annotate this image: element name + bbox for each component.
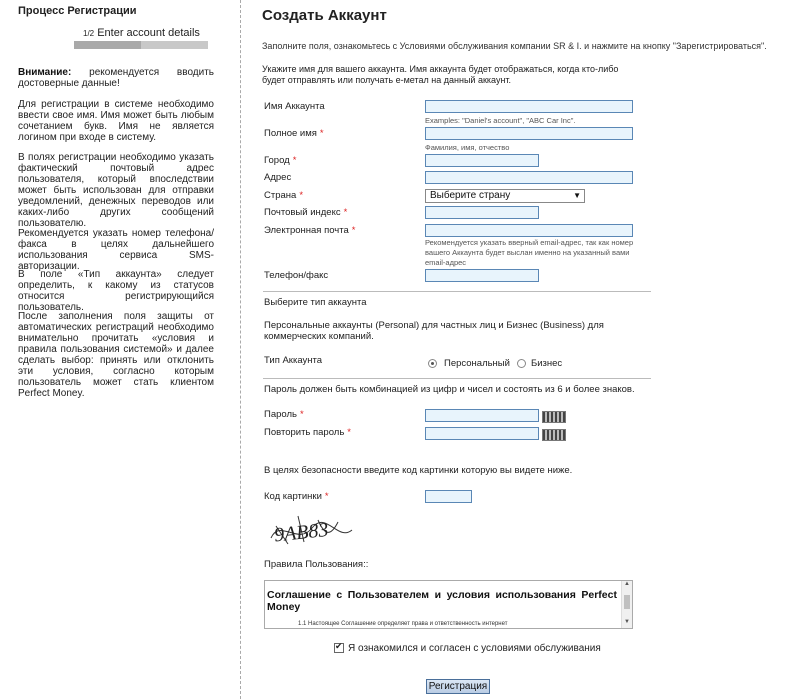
city-label-text: Город — [264, 155, 290, 166]
address-input[interactable] — [425, 171, 633, 184]
captcha-hint: В целях безопасности введите код картинки которую вы видете ниже. — [264, 465, 573, 476]
captcha-label — [264, 491, 329, 502]
required-mark: * — [299, 409, 304, 420]
address-label: Адрес — [264, 172, 292, 183]
full-name-label — [264, 128, 324, 139]
progress-fill — [74, 41, 141, 49]
password-hint: Пароль должен быть комбинацией из цифр и чисел и состоять из 6 и более знаков. — [264, 384, 635, 395]
terms-scrollbar[interactable] — [621, 581, 632, 628]
account-type-label: Тип Аккаунта — [264, 355, 323, 366]
country-select[interactable] — [425, 189, 585, 203]
country-label — [264, 190, 303, 201]
password-repeat-label-text: Повторить пароль — [264, 427, 345, 438]
step-indicator — [83, 27, 200, 39]
scroll-down-icon[interactable]: ▼ — [624, 619, 630, 625]
zip-label-text: Почтовый индекс — [264, 207, 341, 218]
register-button[interactable]: Регистрация — [426, 679, 490, 694]
radio-personal[interactable] — [428, 359, 437, 368]
account-name-note: Examples: "Daniel's account", "ABC Car Inc". — [425, 116, 576, 125]
password-repeat-label — [264, 427, 351, 438]
radio-business-label: Бизнес — [531, 358, 563, 369]
password-label-text: Пароль — [264, 409, 297, 420]
sidebar-paragraph: После заполнения поля защиты от автоматических регистраций необходимо внимательно прочитать «условия и правила пользования системой» и далее сделать выбор: принять или отклонить эти условия, согласно которым пользователь может стать клиентом Perfect Money. — [18, 311, 214, 399]
account-type-description: Персональные аккаунты (Personal) для частных лиц и Бизнес (Business) для коммерческих компаний. — [264, 320, 604, 342]
attention-paragraph — [18, 67, 214, 89]
divider — [263, 378, 651, 379]
full-name-input[interactable] — [425, 127, 633, 140]
country-selected: Выберите страну — [430, 190, 511, 201]
zip-input[interactable] — [425, 206, 539, 219]
step-label: Enter account details — [97, 27, 200, 39]
phone-label: Телефон/факс — [264, 270, 329, 281]
chevron-down-icon: ▼ — [573, 191, 581, 200]
captcha-label-text: Код картинки — [264, 491, 322, 502]
full-name-note: Фамилия, имя, отчество — [425, 143, 510, 152]
attention-label: Внимание: — [18, 67, 72, 78]
phone-input[interactable] — [425, 269, 539, 282]
terms-box[interactable] — [264, 580, 633, 629]
divider — [263, 291, 651, 292]
sidebar-title: Процесс Регистрации — [18, 5, 137, 17]
required-mark: * — [347, 427, 351, 438]
account-name-input[interactable] — [425, 100, 633, 113]
captcha-text: 9AB83 — [273, 518, 330, 547]
terms-title: Соглашение с Пользователем и условия использования Perfect Money — [267, 589, 617, 613]
required-mark: * — [319, 128, 324, 139]
sidebar — [0, 0, 241, 699]
sidebar-paragraph: Для регистрации в системе необходимо ввести свое имя. Имя может быть любым сочетанием букв. Имя не является логином при входе в систему. — [18, 99, 214, 143]
account-name-hint: Укажите имя для вашего аккаунта. Имя аккаунта будет отображаться, когда кто-либо будет отправлять или получать е-метал на данный аккаунт. — [262, 64, 619, 85]
terms-body: 1.1 Настоящее Соглашение определяет права и ответственность интернет — [298, 621, 508, 627]
city-label — [264, 155, 296, 166]
progress-bar — [74, 41, 208, 49]
account-name-label: Имя Аккаунта — [264, 101, 325, 112]
intro-text: Заполните поля, ознакомьтесь с Условиями обслуживания компании SR & I. и нажмите на кнопку "Зарегистрироваться". — [262, 41, 767, 51]
required-mark: * — [343, 207, 348, 218]
captcha-image — [268, 508, 354, 550]
account-type-heading: Выберите тип аккаунта — [264, 297, 367, 308]
email-note: Рекомендуется указать вверный email-адрес, так как номер вашего Аккаунта будет выслан именно на указанный вами email-адрес — [425, 238, 634, 267]
required-mark: * — [292, 155, 297, 166]
scroll-thumb[interactable] — [624, 595, 630, 609]
agree-checkbox[interactable] — [334, 643, 344, 653]
captcha-input[interactable] — [425, 490, 472, 503]
sidebar-paragraph: В поле «Тип аккаунта» следует определить, к какому из статусов относится регистрирующийся пользователь. — [18, 269, 214, 313]
zip-label — [264, 207, 347, 218]
radio-business[interactable] — [517, 359, 526, 368]
required-mark: * — [299, 190, 304, 201]
scroll-up-icon[interactable]: ▲ — [624, 581, 630, 587]
agree-label: Я ознакомился и согласен с условиями обслуживания — [348, 643, 601, 654]
email-label-text: Электронная почта — [264, 225, 349, 236]
city-input[interactable] — [425, 154, 539, 167]
radio-personal-label: Персональный — [444, 358, 510, 369]
password-label — [264, 409, 304, 420]
page-title: Создать Аккаунт — [262, 7, 387, 24]
sidebar-paragraph: Рекомендуется указать номер телефона/факса в целях дальнейшего использования сервиса SMS-авторизации. — [18, 228, 214, 272]
attention-text: рекомендуется вводить достоверные данные! — [18, 67, 214, 89]
password-input[interactable] — [425, 409, 539, 422]
email-label — [264, 225, 355, 236]
virtual-keyboard-icon[interactable] — [542, 429, 566, 441]
sidebar-paragraph: В полях регистрации необходимо указать фактический почтовый адрес пользователя, который впоследствии может быть использован для отправки уведомлений, денежных переводов или каких-либо других сообщений пользователю. — [18, 152, 214, 229]
email-input[interactable] — [425, 224, 633, 237]
virtual-keyboard-icon[interactable] — [542, 411, 566, 423]
step-number: 1/2 — [83, 29, 95, 38]
required-mark: * — [351, 225, 356, 236]
required-mark: * — [324, 491, 329, 502]
country-label-text: Страна — [264, 190, 297, 201]
password-repeat-input[interactable] — [425, 427, 539, 440]
full-name-label-text: Полное имя — [264, 128, 317, 139]
rules-label: Правила Пользования:: — [264, 559, 369, 570]
